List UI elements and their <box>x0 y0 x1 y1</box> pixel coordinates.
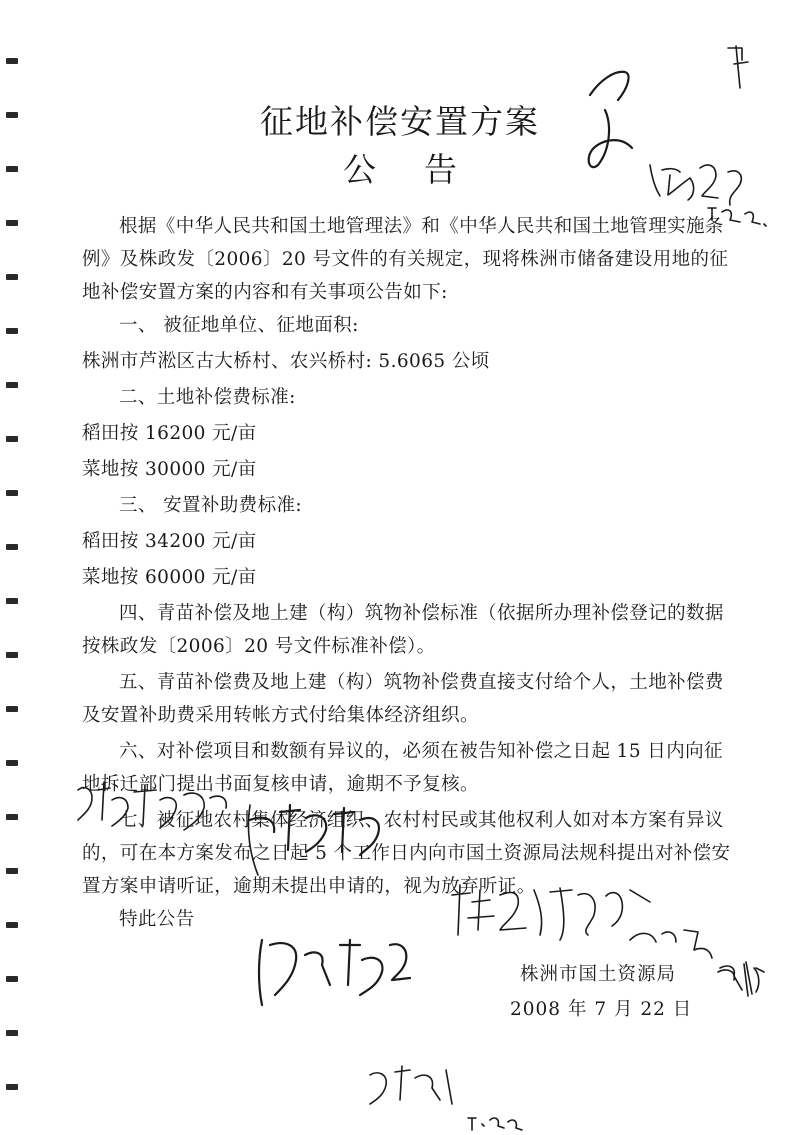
notice-subtitle: 公告 <box>343 150 505 189</box>
vegetable-compensation: 菜地按 30000 元/亩 <box>82 459 257 480</box>
section-3-heading: 三、 安置补助费标准: <box>119 495 303 516</box>
section-5: 五、青苗补偿费及地上建（构）筑物补偿费直接支付给个人，土地补偿费及安置补助费采用转帐方式付给集体经济组织。 <box>82 672 724 726</box>
section-2-heading: 二、土地补偿费标准: <box>119 387 296 408</box>
notice-title: 征地补偿安置方案 <box>260 102 540 141</box>
vegetable-subsidy: 菜地按 60000 元/亩 <box>82 567 257 588</box>
paddy-compensation: 稻田按 16200 元/亩 <box>82 423 257 444</box>
section-1-heading: 一、 被征地单位、征地面积: <box>119 315 359 336</box>
paddy-subsidy: 稻田按 34200 元/亩 <box>82 531 257 552</box>
binding-holes <box>6 40 20 1120</box>
issue-date: 2008 年 7 月 22 日 <box>510 999 693 1020</box>
notice-body <box>82 210 732 936</box>
closing-remark: 特此公告 <box>119 909 195 930</box>
section-1-content: 株洲市芦淞区古大桥村、农兴桥村: 5.6065 公顷 <box>82 351 490 372</box>
handwritten-mark-right-bottom <box>718 964 759 996</box>
issuer-name: 株洲市国土资源局 <box>520 964 677 985</box>
section-7: 七、被征地农村集体经济组织、农村村民或其他权利人如对本方案有异议的，可在本方案发布之日起 5 个工作日内向市国土资源局法规科提出对补偿安置方案申请听证，逾期未提出申请的，视为放弃听证。 <box>82 810 731 897</box>
section-6: 六、对补偿项目和数额有异议的，必须在被告知补偿之日起 15 日内向征地拆迁部门提出书面复核申请，逾期不予复核。 <box>82 741 723 795</box>
section-4: 四、青苗补偿及地上建（构）筑物补偿标准（依据所办理补偿登记的数据按株政发〔2006〕20 号文件标准补偿）。 <box>82 603 724 657</box>
intro-paragraph: 根据《中华人民共和国土地管理法》和《中华人民共和国土地管理实施条例》及株政发〔2006〕20 号文件的有关规定，现将株洲市储备建设用地的征地补偿安置方案的内容和有关事项公告如下: <box>82 216 729 303</box>
